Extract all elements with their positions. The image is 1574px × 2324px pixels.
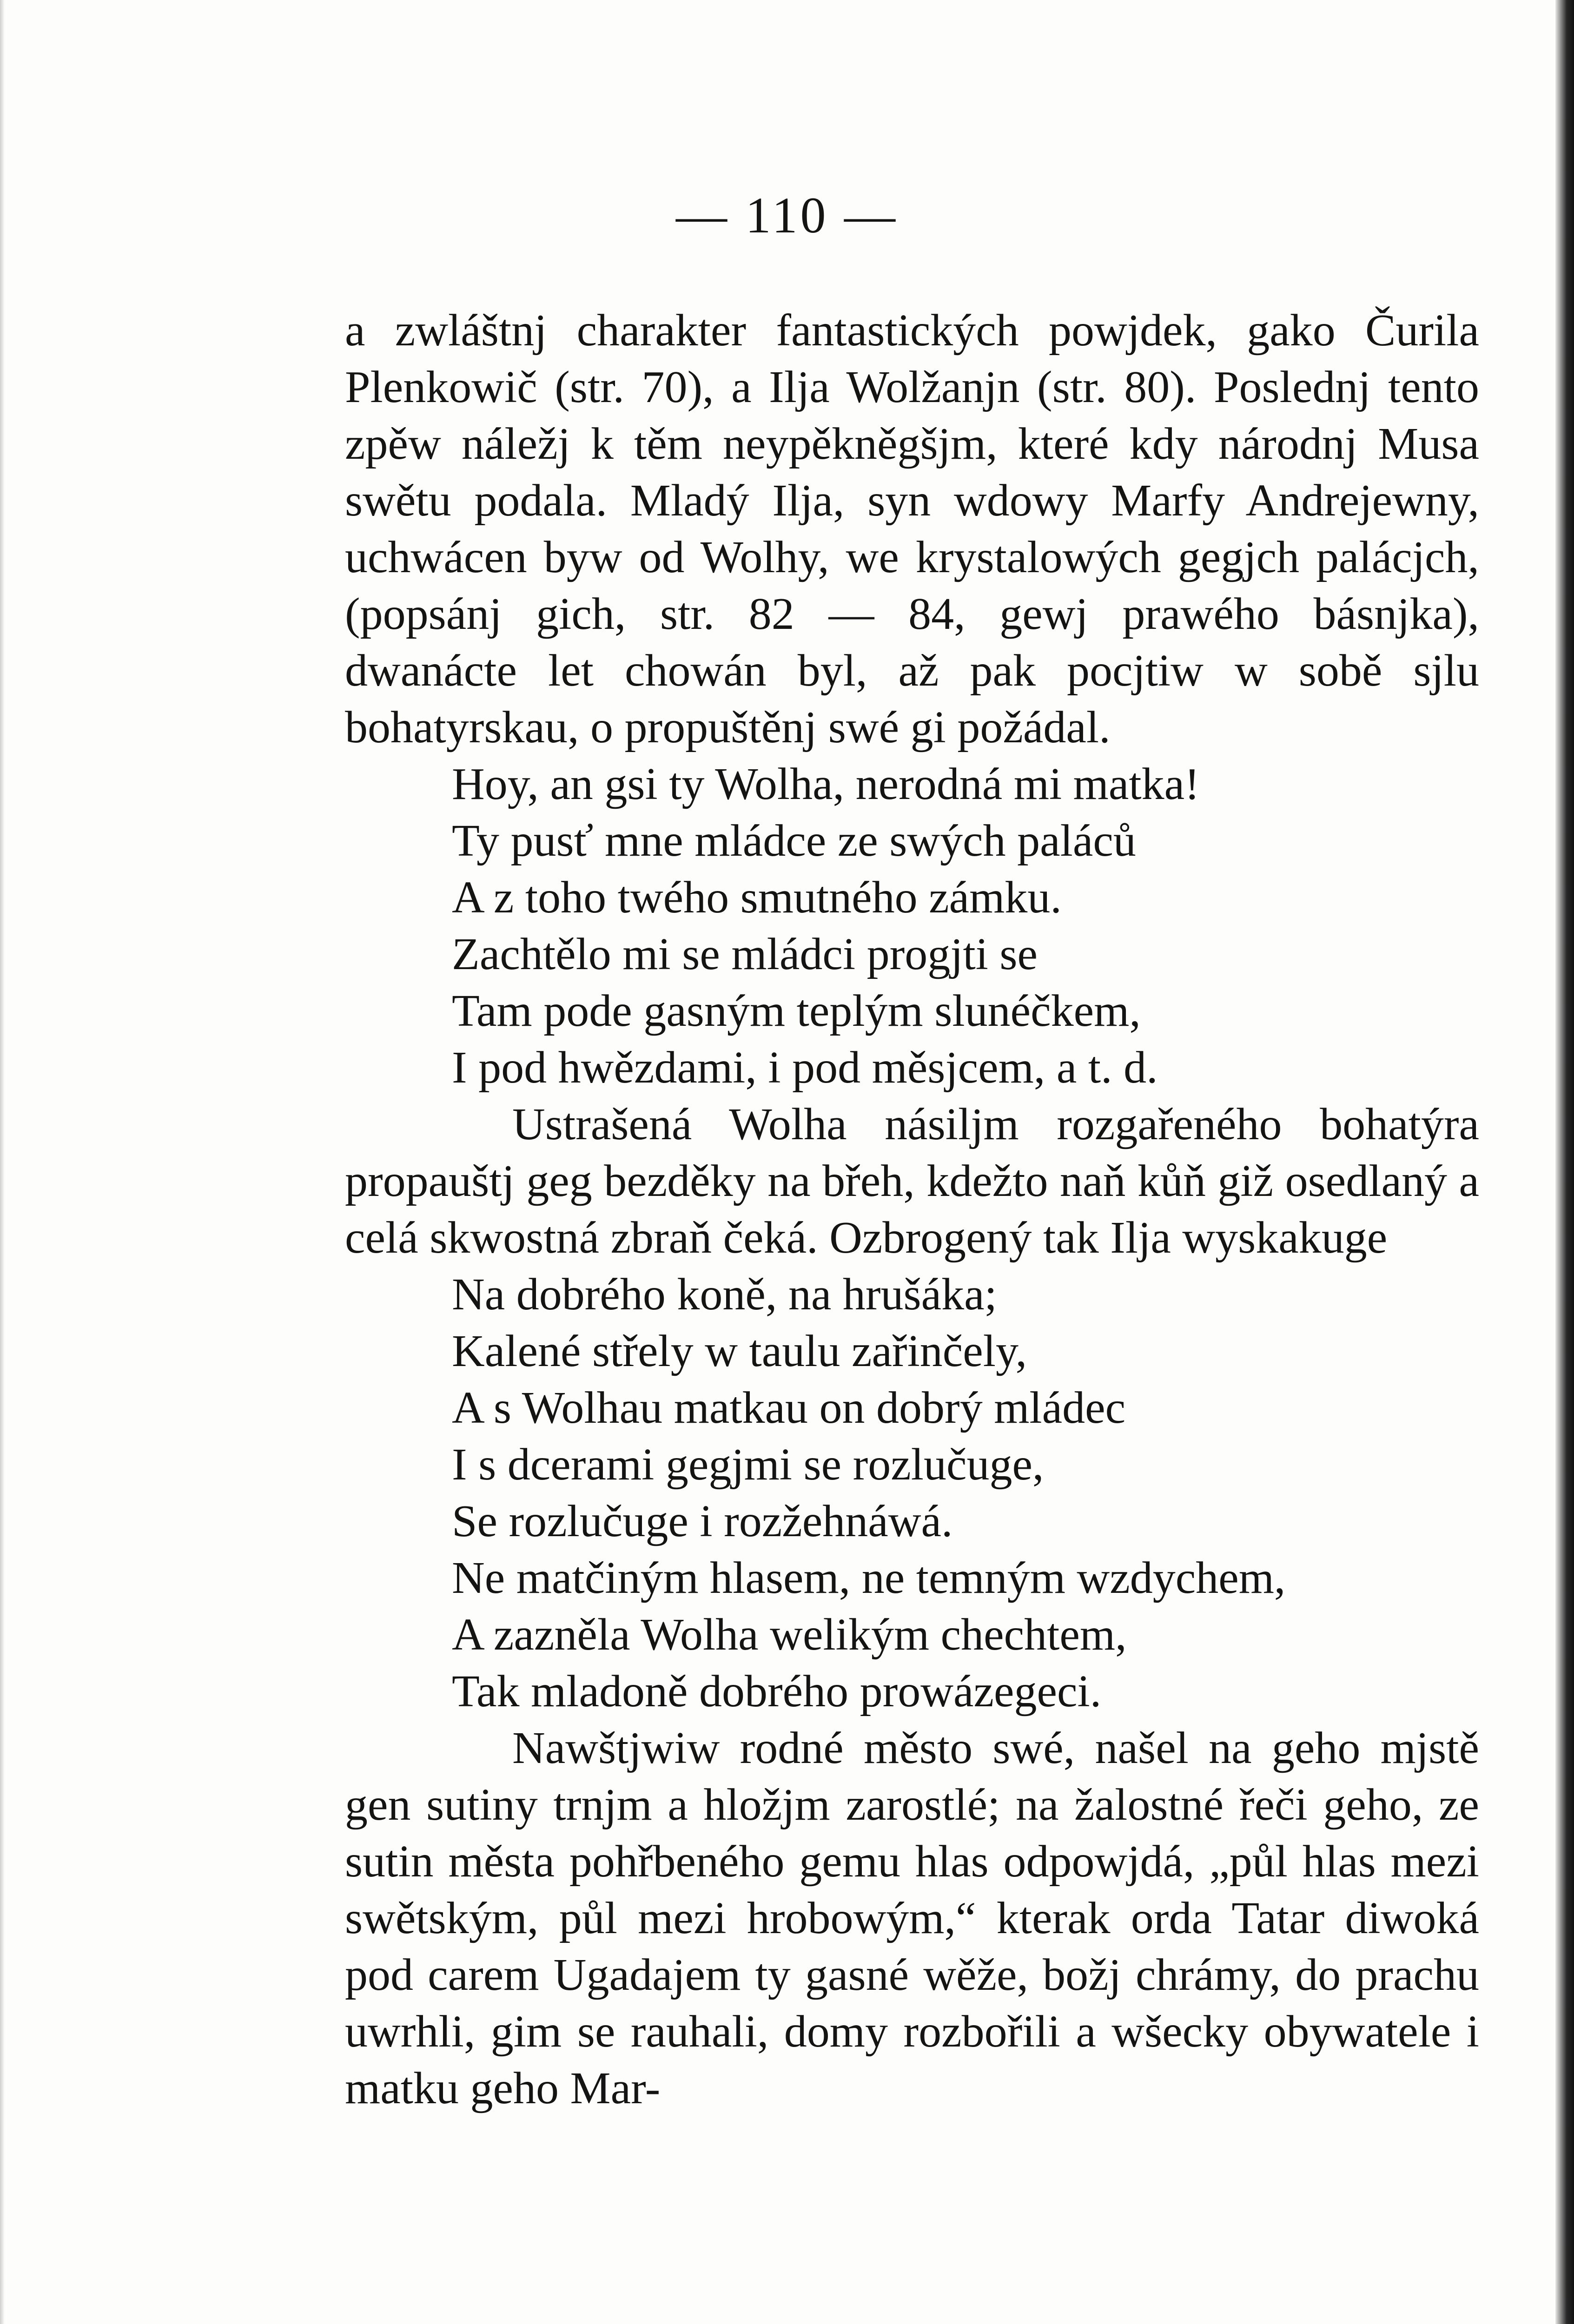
verse-block bbox=[345, 1266, 1479, 1720]
verse-line: A z toho twého smutného zámku. bbox=[452, 872, 1062, 923]
paragraph: a zwláštnj charakter fantastických powjdek, gako Čurila Plenkowič (str. 70), a Ilja Wolžanjn (str. 80). Poslednj tento zpěw náležj k těm neypěkněgšjm, které kdy národnj Musa swětu podala. Mladý Ilja, syn wdowy Marfy Andrejewny, uchwácen byw od Wolhy, we krystalowých gegjch palácjch, (popsánj gich, str. 82 — 84, gewj prawého básnjka), dwanácte let chowán byl, až pak pocjtiw w sobě sjlu bohatyrskau, o propuštěnj swé gi požádal. bbox=[345, 305, 1479, 753]
verse-line: Hoy, an gsi ty Wolha, nerodná mi matka! bbox=[452, 759, 1200, 809]
verse-line: I pod hwězdami, i pod měsjcem, a t. d. bbox=[452, 1043, 1158, 1093]
verse-line: Tak mladoně dobrého prowázegeci. bbox=[452, 1666, 1102, 1717]
paragraph: Ustrašená Wolha násiljm rozgařeného bohatýra propauštj geg bezděky na břeh, kdežto naň kůň giž osedlaný a celá skwostná zbraň čeká. Ozbrogený tak Ilja wyskakuge bbox=[345, 1099, 1479, 1263]
page-number: — 110 — bbox=[676, 187, 898, 244]
verse-line: Tam pode gasným teplým slunéčkem, bbox=[452, 986, 1141, 1036]
verse-line: Kalené střely w taulu zařinčely, bbox=[452, 1326, 1027, 1376]
verse-line: Na dobrého koně, na hrušáka; bbox=[452, 1269, 997, 1320]
paragraph: Nawštjwiw rodné město swé, našel na geho mjstě gen sutiny trnjm a hložjm zarostlé; na žalostné řeči geho, ze sutin města pohřbeného gemu hlas odpowjdá, „půl hlas mezi swětským, půl mezi hrobowým,“ kterak orda Tatar diwoká pod carem Ugadajem ty gasné wěže, božj chrámy, do prachu uwrhli, gim se rauhali, domy rozbořili a wšecky obywatele i matku geho Mar- bbox=[345, 1723, 1479, 2113]
page-left-edge bbox=[0, 0, 5, 2324]
verse-line: Se rozlučuge i rozžehnáwá. bbox=[452, 1496, 953, 1546]
page-binding-shadow bbox=[1555, 0, 1574, 2324]
body-text bbox=[345, 302, 1479, 2117]
verse-line: A s Wolhau matkau on dobrý mládec bbox=[452, 1383, 1126, 1433]
verse-line: I s dcerami gegjmi se rozlučuge, bbox=[452, 1439, 1044, 1490]
verse-line: Ty pusť mne mládce ze swých paláců bbox=[452, 816, 1136, 866]
verse-line: Ne matčiným hlasem, ne temným wzdychem, bbox=[452, 1553, 1286, 1603]
verse-line: Zachtělo mi se mládci progjti se bbox=[452, 929, 1038, 979]
verse-line: A zazněla Wolha welikým chechtem, bbox=[452, 1610, 1127, 1660]
verse-block bbox=[345, 756, 1479, 1096]
